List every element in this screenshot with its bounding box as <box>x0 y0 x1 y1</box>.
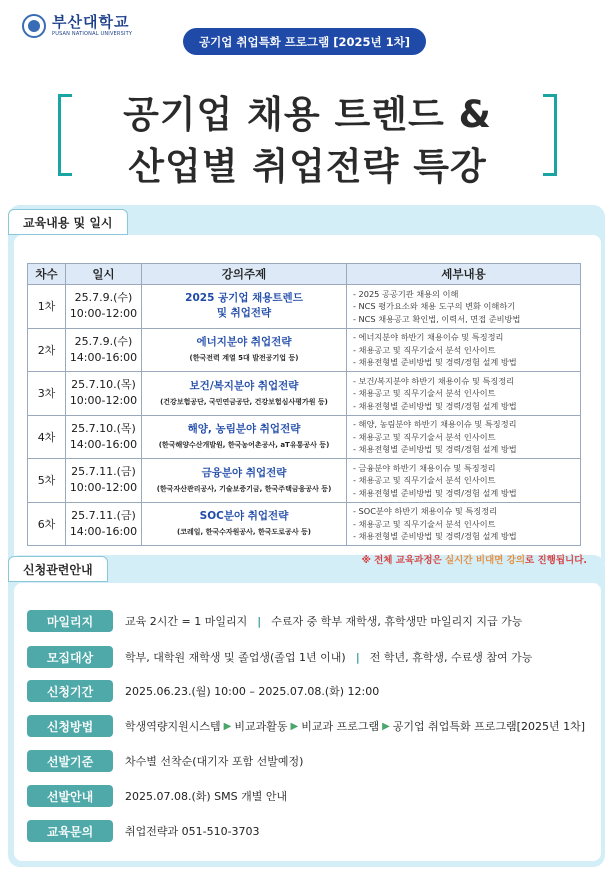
university-logo <box>22 14 132 38</box>
online-notice <box>362 552 587 566</box>
detail-item: - 2025 공공기관 채용의 이해 <box>353 288 459 299</box>
detail-item: - 보건/복지분야 하반기 채용이슈 및 특징정리 <box>353 375 515 386</box>
topic-title: SOC분야 취업전략 <box>199 510 289 523</box>
notice-label: 선발안내 <box>27 785 113 807</box>
session-time: 14:00-16:00 <box>69 524 138 538</box>
session-number: 4차 <box>28 415 66 459</box>
info-row-target <box>27 646 532 668</box>
target-label: 모집대상 <box>27 646 113 668</box>
arrow-right-icon: ▶ <box>290 720 299 732</box>
column-header-detail: 세부내용 <box>347 264 581 285</box>
mileage-label: 마일리지 <box>27 610 113 632</box>
column-header-no: 차수 <box>28 264 66 285</box>
topic-agencies: (한국전력 계열 5대 발전공기업 등) <box>189 354 299 363</box>
criteria-label: 선발기준 <box>27 750 113 772</box>
table-row <box>28 415 581 459</box>
mileage-rate: 교육 2시간 = 1 마일리지 <box>125 615 248 628</box>
logo-korean-name: 부산대학교 <box>52 13 130 31</box>
detail-item: - 채용전형별 준비방법 및 경력/경험 설계 방법 <box>353 400 517 411</box>
criteria-text: 차수별 선착순(대기자 포함 선발예정) <box>125 755 304 768</box>
session-details <box>347 328 581 372</box>
target-main: 학부, 대학원 재학생 및 졸업생(졸업 1년 이내) <box>125 651 346 664</box>
table-row <box>28 372 581 416</box>
detail-item: - SOC분야 하반기 채용이슈 및 특징정리 <box>353 506 498 516</box>
session-date: 25.7.11.(금) <box>71 465 136 479</box>
detail-item: - 채용공고 및 직무기술서 분석 인사이트 <box>353 475 496 485</box>
session-time: 10:00-12:00 <box>69 481 138 495</box>
detail-item: - NCS 채용공고 확인법, 이력서, 면접 준비방법 <box>353 313 521 324</box>
separator: | <box>257 614 262 628</box>
notice-text: 2025.07.08.(화) SMS 개별 안내 <box>125 790 288 803</box>
session-details <box>347 285 581 329</box>
session-details <box>347 502 581 546</box>
session-datetime <box>66 502 142 546</box>
period-label: 신청기간 <box>27 680 113 702</box>
session-number: 1차 <box>28 285 66 329</box>
arrow-right-icon: ▶ <box>382 720 390 732</box>
detail-item: - 채용전형별 준비방법 및 경력/경험 설계 방법 <box>353 487 517 498</box>
mileage-eligibility: 수료자 중 학부 재학생, 휴학생만 마일리지 지급 가능 <box>271 615 523 628</box>
topic-agencies: (코레일, 한국수자원공사, 한국도로공사 등) <box>177 528 311 537</box>
info-row-contact <box>27 820 260 842</box>
session-time: 14:00-16:00 <box>69 437 138 451</box>
session-number: 2차 <box>28 328 66 372</box>
notice-highlight: 실시간 비대면 강의 <box>444 555 526 566</box>
method-step: 공기업 취업특화 프로그램[2025년 1차] <box>392 720 585 733</box>
target-text <box>125 649 532 665</box>
detail-item: - 해양, 농림분야 하반기 채용이슈 및 특징정리 <box>353 419 517 429</box>
session-details <box>347 415 581 459</box>
contact-label: 교육문의 <box>27 820 113 842</box>
column-header-topic: 강의주제 <box>142 264 347 285</box>
session-datetime <box>66 372 142 416</box>
session-topic <box>142 459 347 503</box>
method-text <box>125 718 585 734</box>
detail-item: - 채용전형별 준비방법 및 경력/경험 설계 방법 <box>353 444 517 454</box>
topic-title: 에너지분야 취업전략 <box>196 336 292 349</box>
session-datetime <box>66 285 142 329</box>
method-step: 비교과활동 <box>234 720 288 733</box>
table-row <box>28 459 581 503</box>
program-badge: 공기업 취업특화 프로그램 [2025년 1차] <box>183 28 426 55</box>
contact-text: 취업전략과 051-510-3703 <box>125 825 260 838</box>
schedule-tab: 교육내용 및 일시 <box>8 209 128 235</box>
session-date: 25.7.10.(목) <box>71 378 136 392</box>
session-topic <box>142 372 347 416</box>
schedule-table <box>27 263 581 546</box>
session-date: 25.7.11.(금) <box>71 508 136 522</box>
session-time: 14:00-16:00 <box>69 350 138 364</box>
title-line-1: 공기업 채용 트렌드 & <box>123 93 492 136</box>
session-date: 25.7.9.(수) <box>74 334 133 348</box>
session-number: 5차 <box>28 459 66 503</box>
method-step: 학생역량지원시스템 <box>125 720 221 733</box>
detail-item: - 채용전형별 준비방법 및 경력/경험 설계 방법 <box>353 357 517 367</box>
session-details <box>347 459 581 503</box>
detail-item: - 금융분야 하반기 채용이슈 및 특징정리 <box>353 462 496 473</box>
topic-title: 보건/복지분야 취업전략 <box>189 379 299 392</box>
detail-item: - 채용전형별 준비방법 및 경력/경험 설계 방법 <box>353 531 517 541</box>
session-topic <box>142 328 347 372</box>
detail-item: - 채용공고 및 직무기술서 분석 인사이트 <box>353 518 496 529</box>
table-header-row <box>28 264 581 285</box>
target-extra: 전 학년, 휴학생, 수료생 참여 가능 <box>369 651 533 664</box>
detail-item: - NCS 평가요소와 채용 도구의 변화 이해하기 <box>353 301 516 311</box>
info-row-criteria <box>27 750 303 772</box>
info-row-period <box>27 680 379 702</box>
session-number: 6차 <box>28 502 66 546</box>
session-topic <box>142 285 347 329</box>
period-text: 2025.06.23.(월) 10:00 – 2025.07.08.(화) 12:00 <box>125 685 380 698</box>
column-header-date: 일시 <box>66 264 142 285</box>
table-row <box>28 285 581 329</box>
logo-english-name: PUSAN NATIONAL UNIVERSITY <box>52 31 133 37</box>
method-step: 비교과 프로그램 <box>301 720 380 733</box>
topic-title: 해양, 농림분야 취업전략 <box>187 423 301 436</box>
topic-agencies: (한국해양수산개발원, 한국농어촌공사, aT유통공사 등) <box>158 441 330 450</box>
info-row-mileage <box>27 610 522 632</box>
session-datetime <box>66 328 142 372</box>
info-row-method <box>27 715 585 737</box>
session-topic <box>142 415 347 459</box>
table-row <box>28 328 581 372</box>
session-number: 3차 <box>28 372 66 416</box>
session-datetime <box>66 459 142 503</box>
topic-agencies: (한국자산관리공사, 기술보증기금, 한국주택금융공사 등) <box>156 484 332 493</box>
info-row-notice <box>27 785 287 807</box>
notice-suffix: 로 진행됩니다. <box>525 555 587 566</box>
topic-title: 2025 공기업 채용트렌드 <box>185 292 303 305</box>
arrow-right-icon: ▶ <box>223 720 232 732</box>
detail-item: - 채용공고 및 직무기술서 분석 인사이트 <box>353 431 496 442</box>
detail-item: - 채용공고 및 직무기술서 분석 인사이트 <box>353 344 496 355</box>
topic-agencies: (건강보험공단, 국민연금공단, 건강보험심사평가원 등) <box>160 397 328 406</box>
session-datetime <box>66 415 142 459</box>
apply-tab: 신청관련안내 <box>8 556 108 582</box>
separator: | <box>355 650 360 664</box>
session-date: 25.7.9.(수) <box>74 291 133 305</box>
notice-prefix: ※ 전체 교육과정은 <box>361 555 445 566</box>
session-time: 10:00-12:00 <box>69 394 138 408</box>
topic-title: 금융분야 취업전략 <box>201 466 287 479</box>
title-line-2: 산업별 취업전략 특강 <box>128 145 487 188</box>
session-time: 10:00-12:00 <box>69 307 138 321</box>
university-seal-icon <box>22 14 46 38</box>
table-row <box>28 502 581 546</box>
page-title <box>0 72 615 192</box>
topic-title-line2: 및 취업전략 <box>216 307 272 320</box>
session-date: 25.7.10.(목) <box>71 421 136 435</box>
session-details <box>347 372 581 416</box>
detail-item: - 채용공고 및 직무기술서 분석 인사이트 <box>353 388 496 398</box>
method-label: 신청방법 <box>27 715 113 737</box>
session-topic <box>142 502 347 546</box>
detail-item: - 에너지분야 하반기 채용이슈 및 특징정리 <box>353 332 504 342</box>
mileage-text <box>125 613 522 629</box>
